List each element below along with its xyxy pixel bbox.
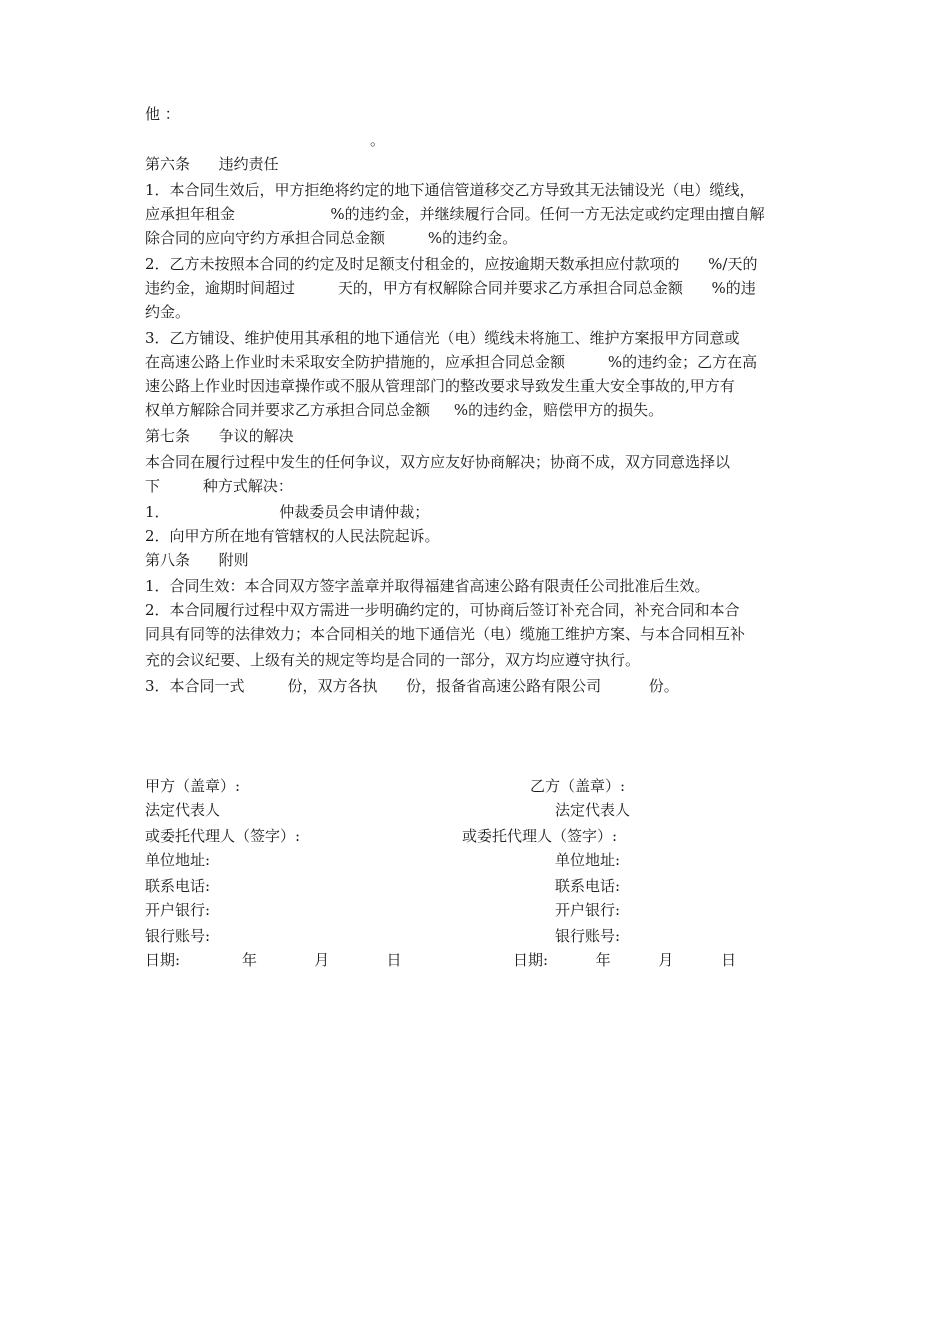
article-8-clause-1: 1．合同生效：本合同双方签字盖章并取得福建省高速公路有限责任公司批准后生效。 [145,577,710,595]
party-b-account: 银行账号: [555,927,621,945]
article-8-heading: 第八条 附则 [145,551,249,569]
party-a-bank: 开户银行: [145,901,211,919]
article-7-heading: 第七条 争议的解决 [145,427,294,445]
article-6-clause-2-line-2: 违约金，逾期时间超过 天的，甲方有权解除合同并要求乙方承担合同总金额 %的违 [145,279,756,297]
article-7-para-line-2: 下 种方式解决： [145,477,293,495]
party-b-legal-rep: 法定代表人 [555,801,631,819]
party-b-bank: 开户银行: [555,901,621,919]
party-a-legal-rep: 法定代表人 [145,801,221,819]
party-a-phone: 联系电话: [145,877,211,895]
article-8-clause-3: 3．本合同一式 份，双方各执 份，报备省高速公路有限公司 份。 [145,677,679,695]
other-label: 他 ： [145,105,180,123]
article-6-clause-2-line-3: 约金。 [145,303,191,321]
article-7-para-line-1: 本合同在履行过程中发生的任何争议，双方应友好协商解决；协商不成，双方同意选择以 [145,453,731,471]
article-6-clause-3-line-1: 3．乙方铺设、维护使用其承租的地下通信光（电）缆线未将施工、维护方案报甲方同意或 [145,329,740,347]
party-a-address: 单位地址: [145,851,211,869]
article-8-clause-2-line-3: 充的会议纪要、上级有关的规定等均是合同的一部分，双方均应遵守执行。 [145,651,641,669]
article-6-clause-3-line-3: 速公路上作业时因违章操作或不服从管理部门的整改要求导致发生重大安全事故的,甲方有 [145,377,735,395]
period-mark: 。 [370,131,386,149]
party-a-seal: 甲方（盖章）: [145,777,241,795]
article-8-clause-2-line-1: 2．本合同履行过程中双方需进一步明确约定的，可协商后签订补充合同，补充合同和本合 [145,601,740,619]
article-7-item-2: 2．向甲方所在地有管辖权的人民法院起诉。 [145,527,440,545]
article-6-clause-1-line-3: 除合同的应向守约方承担合同总金额 %的违约金。 [145,229,518,247]
party-b-seal: 乙方（盖章）: [530,777,626,795]
article-6-clause-2-line-1: 2．乙方未按照本合同的约定及时足额支付租金的，应按逾期天数承担应付款项的 %/天的 [145,255,758,273]
party-a-date: 日期: 年 月 日 [145,951,402,969]
article-6-clause-3-line-2: 在高速公路上作业时未采取安全防护措施的，应承担合同总金额 %的违约金；乙方在高 [145,353,758,371]
article-6-clause-3-line-4: 权单方解除合同并要求乙方承担合同总金额 %的违约金，赔偿甲方的损失。 [145,401,664,419]
article-7-item-1: 1． 仲裁委员会申请仲裁； [145,503,430,521]
party-b-phone: 联系电话: [555,877,621,895]
article-8-clause-2-line-2: 同具有同等的法律效力；本合同相关的地下通信光（电）缆施工维护方案、与本合同相互补 [145,625,746,643]
party-b-agent: 或委托代理人（签字）: [462,827,618,845]
party-a-agent: 或委托代理人（签字）: [145,827,301,845]
party-a-account: 银行账号: [145,927,211,945]
article-6-heading: 第六条 违约责任 [145,155,279,173]
article-6-clause-1-line-2: 应承担年租金 %的违约金，并继续履行合同。任何一方无法定或约定理由擅自解 [145,205,765,223]
article-6-clause-1-line-1: 1．本合同生效后，甲方拒绝将约定的地下通信管道移交乙方导致其无法铺设光（电）缆线， [145,181,755,199]
party-b-date: 日期: 年 月 日 [513,951,737,969]
party-b-address: 单位地址: [555,851,621,869]
